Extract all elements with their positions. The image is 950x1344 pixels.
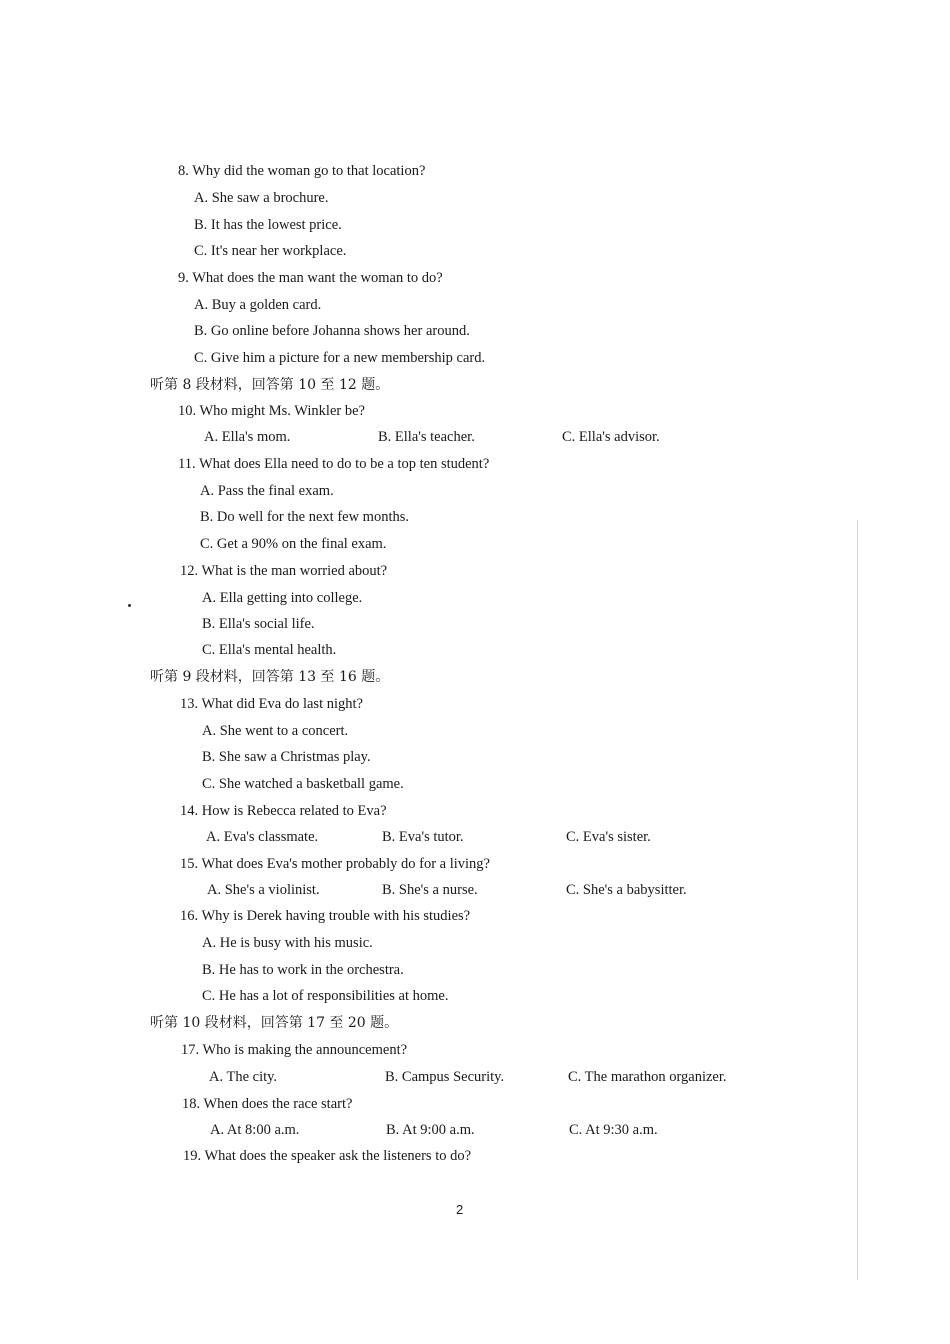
answer-option: A. He is busy with his music. bbox=[202, 935, 373, 951]
answer-option: B. Ella's teacher. bbox=[378, 429, 475, 445]
answer-option: A. The city. bbox=[209, 1069, 278, 1085]
question-stem: 19. What does the speaker ask the listeners to do? bbox=[183, 1148, 472, 1164]
section-heading: 听第 10 段材料，回答第 17 至 20 题。 bbox=[150, 1015, 399, 1031]
answer-option: C. Get a 90% on the final exam. bbox=[200, 536, 387, 552]
question-stem: 11. What does Ella need to do to be a top ten student? bbox=[178, 456, 490, 472]
answer-option: C. It's near her workplace. bbox=[194, 243, 347, 259]
question-stem: 12. What is the man worried about? bbox=[180, 563, 388, 579]
answer-option: A. She saw a brochure. bbox=[194, 190, 329, 206]
question-stem: 14. How is Rebecca related to Eva? bbox=[180, 803, 387, 819]
scan-dot bbox=[128, 604, 131, 607]
question-stem: 18. When does the race start? bbox=[182, 1096, 353, 1112]
answer-option: B. Campus Security. bbox=[385, 1069, 505, 1085]
scan-artifact bbox=[857, 520, 858, 1280]
section-heading: 听第 8 段材料，回答第 10 至 12 题。 bbox=[150, 377, 390, 393]
answer-option: C. He has a lot of responsibilities at home. bbox=[202, 988, 449, 1004]
answer-option: A. At 8:00 a.m. bbox=[210, 1122, 300, 1138]
question-stem: 13. What did Eva do last night? bbox=[180, 696, 363, 712]
answer-option: B. Eva's tutor. bbox=[382, 829, 464, 845]
answer-option: C. Ella's advisor. bbox=[562, 429, 660, 445]
answer-option: C. Give him a picture for a new membership card. bbox=[194, 350, 486, 366]
answer-option: B. She's a nurse. bbox=[382, 882, 478, 898]
answer-option: A. Buy a golden card. bbox=[194, 297, 322, 313]
answer-option: C. Eva's sister. bbox=[566, 829, 651, 845]
question-stem: 10. Who might Ms. Winkler be? bbox=[178, 403, 365, 419]
question-stem: 15. What does Eva's mother probably do for a living? bbox=[180, 856, 490, 872]
answer-option: B. He has to work in the orchestra. bbox=[202, 962, 404, 978]
question-stem: 9. What does the man want the woman to do? bbox=[178, 270, 443, 286]
answer-option: C. Ella's mental health. bbox=[202, 642, 337, 658]
answer-option: C. She's a babysitter. bbox=[566, 882, 687, 898]
question-stem: 8. Why did the woman go to that location? bbox=[178, 163, 426, 179]
answer-option: A. Pass the final exam. bbox=[200, 483, 334, 499]
answer-option: A. She went to a concert. bbox=[202, 723, 349, 739]
answer-option: B. She saw a Christmas play. bbox=[202, 749, 371, 765]
answer-option: B. Do well for the next few months. bbox=[200, 509, 410, 525]
question-stem: 16. Why is Derek having trouble with his studies? bbox=[180, 908, 471, 924]
question-stem: 17. Who is making the announcement? bbox=[181, 1042, 408, 1058]
answer-option: B. Go online before Johanna shows her around. bbox=[194, 323, 470, 339]
answer-option: A. Eva's classmate. bbox=[206, 829, 319, 845]
section-heading: 听第 9 段材料，回答第 13 至 16 题。 bbox=[150, 669, 390, 685]
page-number: 2 bbox=[456, 1202, 464, 1217]
answer-option: A. She's a violinist. bbox=[207, 882, 320, 898]
answer-option: C. The marathon organizer. bbox=[568, 1069, 727, 1085]
answer-option: A. Ella getting into college. bbox=[202, 590, 363, 606]
answer-option: B. Ella's social life. bbox=[202, 616, 315, 632]
answer-option: B. It has the lowest price. bbox=[194, 217, 342, 233]
answer-option: C. At 9:30 a.m. bbox=[569, 1122, 658, 1138]
answer-option: A. Ella's mom. bbox=[204, 429, 291, 445]
answer-option: B. At 9:00 a.m. bbox=[386, 1122, 475, 1138]
answer-option: C. She watched a basketball game. bbox=[202, 776, 404, 792]
